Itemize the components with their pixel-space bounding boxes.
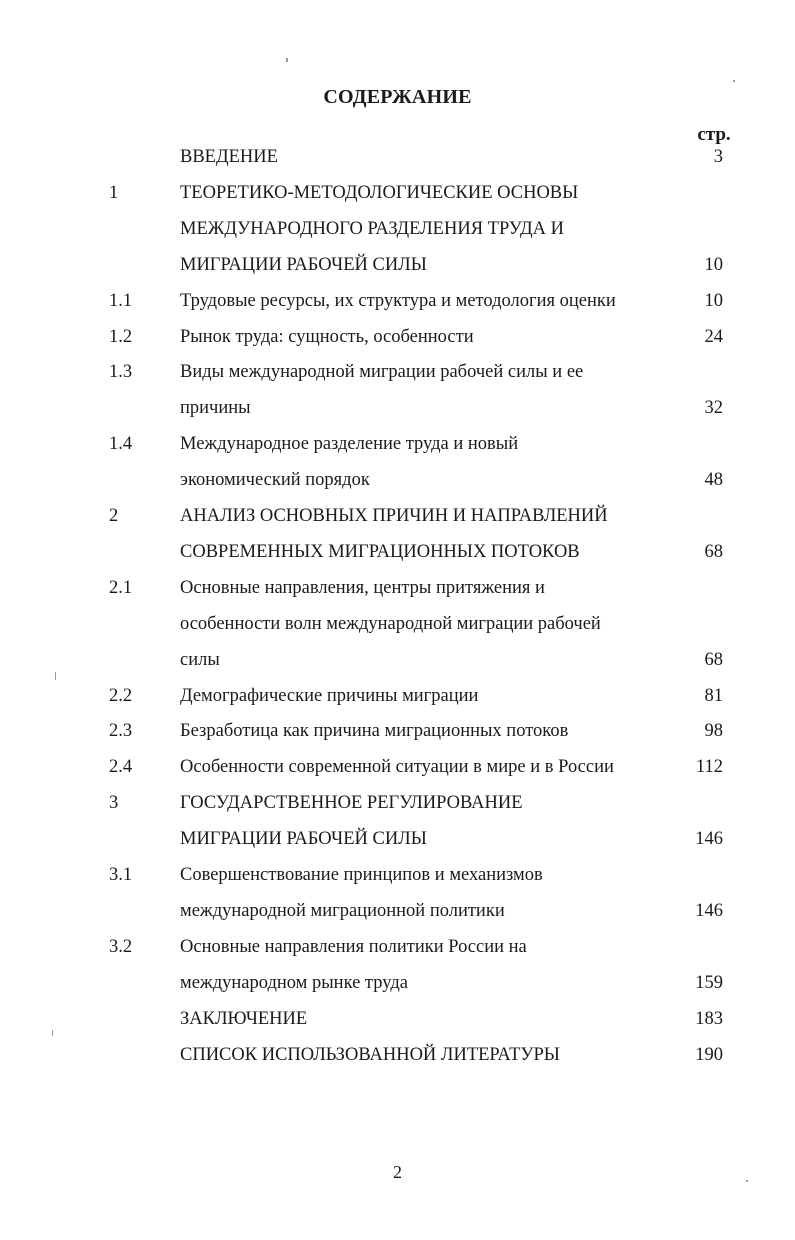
toc-line — [0, 462, 795, 498]
toc-line — [0, 498, 795, 534]
toc-entry-page: 98 — [704, 721, 723, 742]
toc-entry-title: МИГРАЦИИ РАБОЧЕЙ СИЛЫ — [180, 829, 427, 850]
toc-entry-page: 24 — [704, 326, 723, 347]
toc-entry-title: Основные направления политики России на — [180, 936, 527, 957]
toc-entry-title: международной миграционной политики — [180, 900, 505, 921]
scan-speck — [733, 80, 735, 82]
toc-line — [0, 570, 795, 606]
page-column-label: стр. — [697, 124, 731, 145]
toc-entry-title: Безработица как причина миграционных потоков — [180, 721, 569, 742]
scan-speck — [746, 1180, 748, 1182]
toc-entry-page: 81 — [704, 685, 723, 706]
toc-entry-number: 2.1 — [109, 577, 133, 598]
toc-entry-title: ВВЕДЕНИЕ — [180, 147, 278, 167]
toc-entry-number: 2.3 — [109, 721, 133, 742]
toc-entry-title: Основные направления, центры притяжения и — [180, 577, 545, 598]
toc-line — [0, 821, 795, 857]
toc-line — [0, 606, 795, 642]
toc-entry-title: Международное разделение труда и новый — [180, 434, 519, 455]
toc-entry-title: экономический порядок — [180, 470, 370, 491]
toc-entry-title: особенности волн международной миграции рабочей — [180, 613, 601, 634]
toc-entry-page: 3 — [713, 147, 723, 167]
toc-entry-page: 146 — [695, 829, 723, 850]
toc-line — [0, 678, 795, 714]
toc-entry-title: Виды международной миграции рабочей силы и ее — [180, 362, 584, 383]
toc-entry-page: 10 — [704, 254, 723, 275]
toc-entry-title: СПИСОК ИСПОЛЬЗОВАННОЙ ЛИТЕРАТУРЫ — [180, 1044, 560, 1065]
toc-entry-number: 1.2 — [109, 326, 133, 347]
toc-entry-title: Совершенствование принципов и механизмов — [180, 865, 543, 885]
toc-entry-number: 2 — [109, 506, 119, 526]
toc-line — [0, 211, 795, 247]
toc-line — [0, 965, 795, 1001]
toc-entry-page: 68 — [704, 649, 723, 670]
toc-line — [0, 354, 795, 390]
toc-entry-title: АНАЛИЗ ОСНОВНЫХ ПРИЧИН И НАПРАВЛЕНИЙ — [180, 506, 608, 526]
toc-line — [0, 1037, 795, 1073]
toc-line — [0, 534, 795, 570]
toc-entry-page: 183 — [695, 1008, 723, 1029]
toc-entry-title: Особенности современной ситуации в мире и в России — [180, 757, 614, 778]
toc-entry-page: 48 — [704, 470, 723, 491]
toc-entry-page: 10 — [704, 290, 723, 311]
toc-entry-title: причины — [180, 398, 251, 419]
toc-entry-title: международном рынке труда — [180, 972, 408, 993]
toc-line — [0, 426, 795, 462]
toc-entry-number: 3.1 — [109, 865, 133, 885]
toc-entry-number: 1.3 — [109, 362, 133, 383]
toc-entry-title: СОВРЕМЕННЫХ МИГРАЦИОННЫХ ПОТОКОВ — [180, 541, 580, 562]
toc-entry-number: 3.2 — [109, 936, 133, 957]
toc-entry-number: 2.4 — [109, 757, 133, 778]
scan-speck — [286, 58, 288, 62]
toc-entry-page: 112 — [695, 757, 723, 778]
toc-entry-title: Демографические причины миграции — [180, 685, 479, 706]
scan-speck — [52, 1030, 53, 1036]
toc-line — [0, 319, 795, 355]
toc-line — [0, 175, 795, 211]
toc-line — [0, 139, 795, 175]
toc-entry-title: ТЕОРЕТИКО-МЕТОДОЛОГИЧЕСКИЕ ОСНОВЫ — [180, 182, 579, 203]
toc-entry-number: 1 — [109, 182, 119, 203]
toc-line — [0, 390, 795, 426]
toc-line — [0, 642, 795, 678]
page-title: СОДЕРЖАНИЕ — [323, 86, 472, 108]
toc-line — [0, 857, 795, 893]
toc-entry-title: Рынок труда: сущность, особенности — [180, 326, 474, 347]
toc-entry-page: 146 — [695, 900, 723, 921]
toc-entry-number: 2.2 — [109, 685, 133, 706]
toc-entry-title: МИГРАЦИИ РАБОЧЕЙ СИЛЫ — [180, 254, 427, 275]
toc-line — [0, 1001, 795, 1037]
toc-entry-title: силы — [180, 649, 220, 670]
toc-entry-page: 68 — [704, 541, 723, 562]
toc-entry-title: ЗАКЛЮЧЕНИЕ — [180, 1008, 308, 1029]
toc-line — [0, 713, 795, 749]
toc-line — [0, 929, 795, 965]
toc-entry-number: 3 — [109, 793, 119, 814]
toc-entry-page: 190 — [695, 1044, 723, 1065]
toc-entry-title: МЕЖДУНАРОДНОГО РАЗДЕЛЕНИЯ ТРУДА И — [180, 218, 564, 239]
toc-line — [0, 749, 795, 785]
toc-line — [0, 785, 795, 821]
toc-entry-number: 1.4 — [109, 434, 133, 455]
toc-entry-page: 32 — [704, 398, 723, 419]
toc-entry-page: 159 — [695, 972, 723, 993]
toc-entry-title: Трудовые ресурсы, их структура и методология оценки — [180, 290, 616, 311]
toc-line — [0, 893, 795, 929]
page-number: 2 — [393, 1162, 402, 1182]
toc-entry-title: ГОСУДАРСТВЕННОЕ РЕГУЛИРОВАНИЕ — [180, 793, 523, 814]
toc-entry-number: 1.1 — [109, 290, 133, 311]
toc-line — [0, 247, 795, 283]
toc-line — [0, 283, 795, 319]
scan-speck — [55, 672, 56, 680]
